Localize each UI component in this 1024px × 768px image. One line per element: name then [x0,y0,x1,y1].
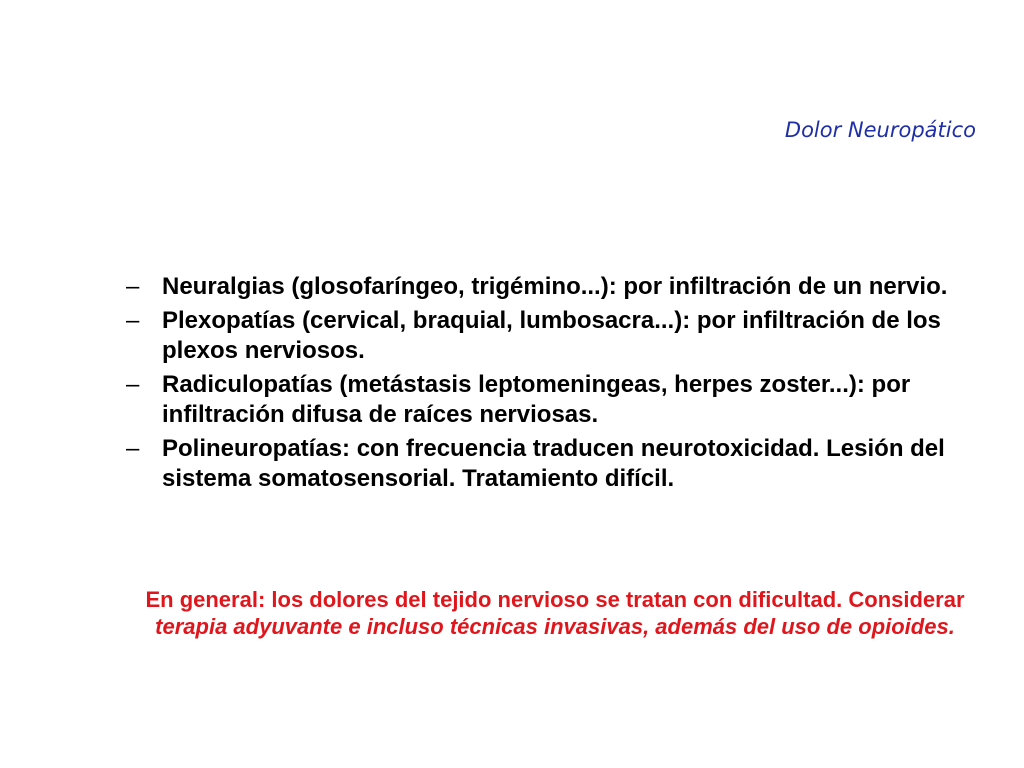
bullet-list [126,272,966,498]
bullet-text: Plexopatías (cervical, braquial, lumbosacra...): por infiltración de los plexos nerviosos. [162,307,941,364]
bullet-dash: – [126,371,140,398]
bullet-text: Neuralgias (glosofaríngeo, trigémino...): por infiltración de un nervio. [162,273,948,300]
highlight-note [140,586,970,640]
bullet-item [126,370,966,430]
bullet-dash: – [126,435,140,462]
slide-title: Dolor Neuropático [784,118,976,142]
bullet-text: Radiculopatías (metástasis leptomeningeas, herpes zoster...): por infiltración difusa de raíces nerviosas. [162,371,911,428]
note-plain-text: En general: los dolores del tejido nervioso se tratan con dificultad. Considerar [145,587,965,612]
bullet-item [126,272,966,302]
bullet-item [126,434,966,494]
bullet-text: Polineuropatías: con frecuencia traducen neurotoxicidad. Lesión del sistema somatosensorial. Tratamiento difícil. [162,435,945,492]
bullet-item [126,306,966,366]
bullet-dash: – [126,273,140,300]
bullet-dash: – [126,307,140,334]
note-italic-text: terapia adyuvante e incluso técnicas invasivas, además del uso de opioides. [155,614,955,639]
